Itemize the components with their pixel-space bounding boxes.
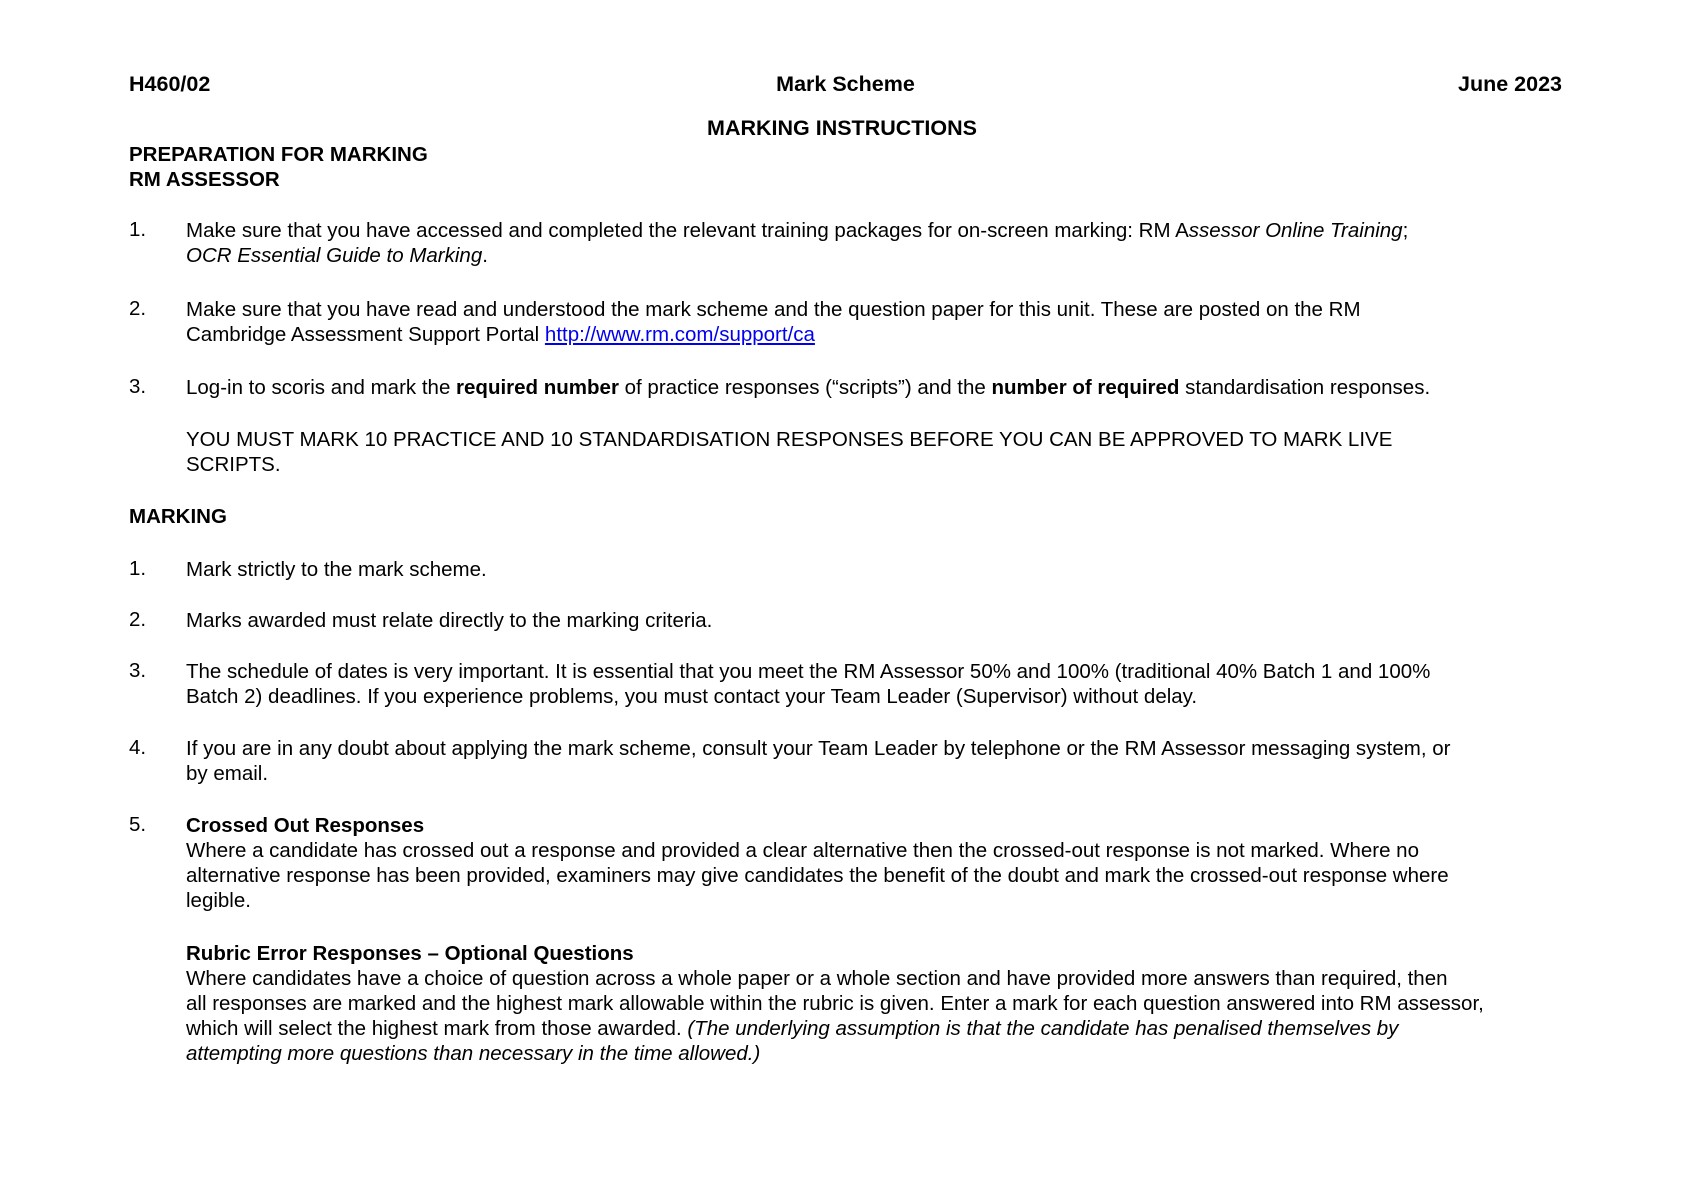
rubric-error-line-1: Where candidates have a choice of question across a whole paper or a whole section and have provided more answers than required, then <box>186 967 1448 990</box>
marking-item-4-line-2: by email. <box>186 762 269 785</box>
marking-item-2-number: 2. <box>129 608 147 631</box>
document-type: Mark Scheme <box>776 72 915 96</box>
marking-item-5-text <box>186 813 1566 913</box>
prep-item-3-note <box>186 427 1566 477</box>
section-heading-preparation: PREPARATION FOR MARKING <box>129 143 428 166</box>
prep-item-1-line-2: OCR Essential Guide to Marking. <box>186 244 488 267</box>
marking-item-3-number: 3. <box>129 659 147 682</box>
prep-item-2-line-2: Cambridge Assessment Support Portal http://www.rm.com/support/ca <box>186 323 815 346</box>
prep-item-1-line-1: Make sure that you have accessed and completed the relevant training packages for on-screen marking: RM Assessor Online Training; <box>186 219 1409 242</box>
marking-item-5-number: 5. <box>129 813 147 836</box>
marking-item-2-text: Marks awarded must relate directly to the marking criteria. <box>186 609 713 632</box>
page-header <box>129 72 1562 102</box>
prep-item-2-text <box>186 297 1566 347</box>
section-heading-marking: MARKING <box>129 505 227 528</box>
prep-item-3-note-line-1: YOU MUST MARK 10 PRACTICE AND 10 STANDARDISATION RESPONSES BEFORE YOU CAN BE APPROVED TO MARK LIVE <box>186 428 1393 451</box>
exam-date: June 2023 <box>1458 72 1562 96</box>
marking-item-3-line-2: Batch 2) deadlines. If you experience problems, you must contact your Team Leader (Supervisor) without delay. <box>186 685 1198 708</box>
crossed-out-line-2: alternative response has been provided, examiners may give candidates the benefit of the doubt and mark the crossed-out response where <box>186 864 1449 887</box>
paper-code: H460/02 <box>129 72 211 96</box>
support-portal-link[interactable]: http://www.rm.com/support/ca <box>544 323 815 346</box>
crossed-out-line-3: legible. <box>186 889 251 912</box>
prep-item-2-number: 2. <box>129 297 147 320</box>
crossed-out-line-1: Where a candidate has crossed out a response and provided a clear alternative then the crossed-out response is not marked. Where no <box>186 839 1419 862</box>
marking-item-4-text <box>186 736 1566 786</box>
marking-item-4-number: 4. <box>129 736 147 759</box>
marking-item-1-text: Mark strictly to the mark scheme. <box>186 558 487 581</box>
marking-item-3-text <box>186 659 1566 709</box>
rubric-error-line-2: all responses are marked and the highest mark allowable within the rubric is given. Enter a mark for each question answered into RM assessor, <box>186 992 1484 1015</box>
page-title: MARKING INSTRUCTIONS <box>707 116 977 140</box>
prep-item-3-line-1: Log-in to scoris and mark the required number of practice responses (“scripts”) and the number of required standardisation responses. <box>186 376 1431 399</box>
prep-item-2-line-1: Make sure that you have read and understood the mark scheme and the question paper for this unit. These are posted on the RM <box>186 298 1361 321</box>
rubric-error-line-4: attempting more questions than necessary in the time allowed.) <box>186 1042 761 1065</box>
section-heading-rm-assessor: RM ASSESSOR <box>129 168 280 191</box>
marking-item-3-line-1: The schedule of dates is very important. It is essential that you meet the RM Assessor 50% and 100% (traditional 40% Batch 1 and 100% <box>186 660 1431 683</box>
marking-item-4-line-1: If you are in any doubt about applying the mark scheme, consult your Team Leader by telephone or the RM Assessor messaging system, or <box>186 737 1451 760</box>
marking-item-1-number: 1. <box>129 557 147 580</box>
prep-item-3-note-line-2: SCRIPTS. <box>186 453 281 476</box>
rubric-error-heading: Rubric Error Responses – Optional Questions <box>186 942 634 965</box>
crossed-out-heading: Crossed Out Responses <box>186 814 425 837</box>
prep-item-1-number: 1. <box>129 218 147 241</box>
rubric-error-block <box>186 941 1566 1066</box>
prep-item-1-text <box>186 218 1566 268</box>
rubric-error-line-3: which will select the highest mark from those awarded. (The underlying assumption is that the candidate has penalised themselves by <box>186 1017 1399 1040</box>
prep-item-3-text <box>186 375 1566 400</box>
prep-item-3-number: 3. <box>129 375 147 398</box>
